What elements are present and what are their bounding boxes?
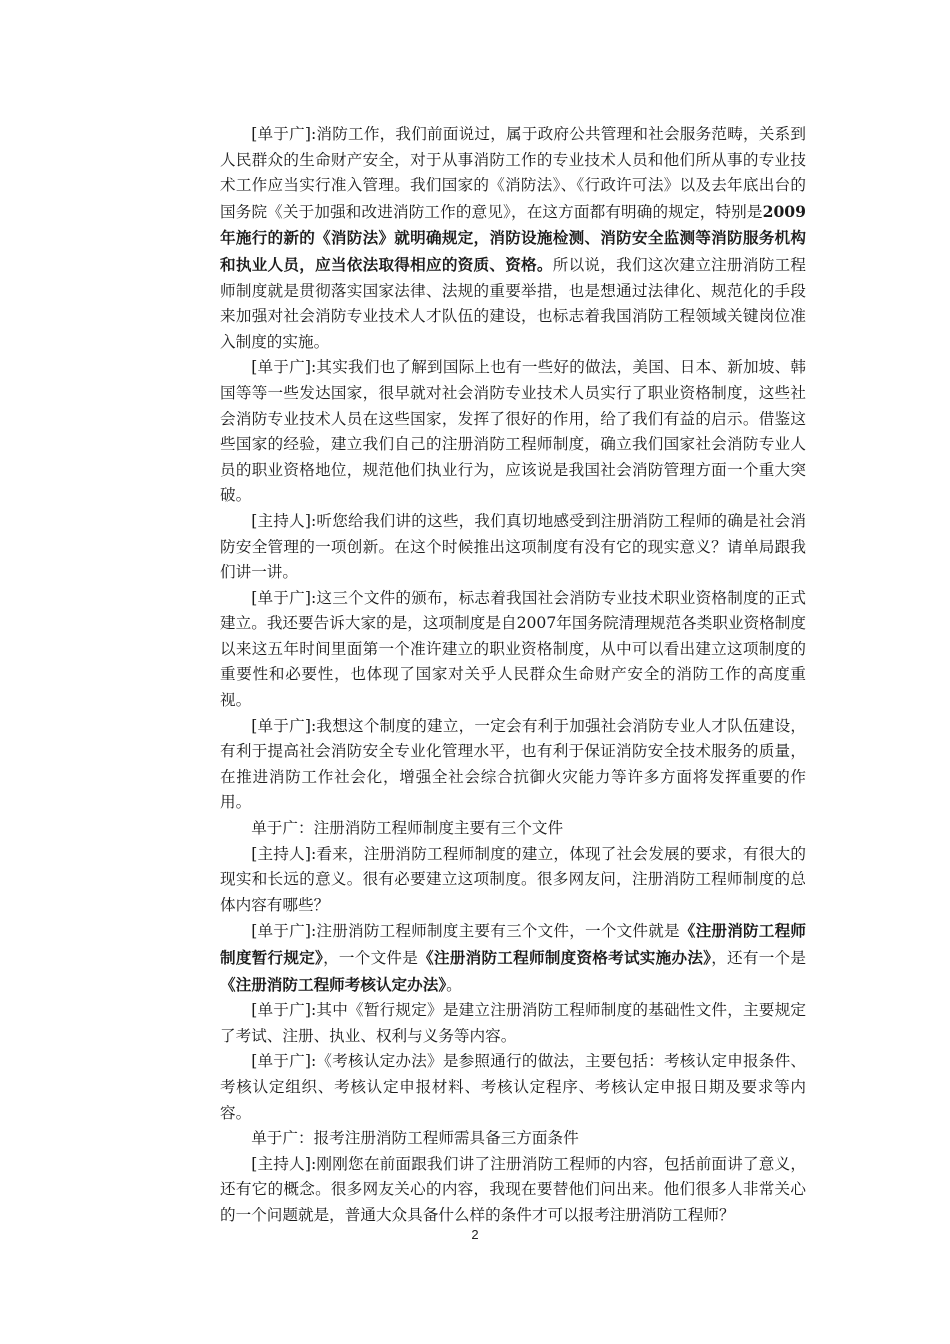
section-heading: 单于广：注册消防工程师制度主要有三个文件 [251,819,564,838]
paragraph: [单于广]:《考核认定办法》是参照通行的做法，主要包括：考核认定申报条件、考核认定组织、考核认定申报材料、考核认定程序、考核认定申报日期及要求等内容。 [220,1052,806,1122]
document-body [220,122,806,1229]
paragraph: [主持人]:听您给我们讲的这些，我们真切地感受到注册消防工程师的确是社会消防安全管理的一项创新。在这个时候推出这项制度有没有它的现实意义？请单局跟我们讲一讲。 [220,511,806,582]
paragraph: [主持人]:看来，注册消防工程师制度的建立，体现了社会发展的要求，有很大的现实和长远的意义。很有必要建立这项制度。很多网友问，注册消防工程师制度的总体内容有哪些？ [220,844,806,914]
paragraph: [单于广]:我想这个制度的建立，一定会有利于加强社会消防专业人才队伍建设，有利于提高社会消防安全专业化管理水平，也有利于保证消防安全技术服务的质量，在推进消防工作社会化，增强全社会综合抗御火灾能力等许多方面将发挥重要的作用。 [220,716,806,812]
paragraph: [单于广]:其中《暂行规定》是建立注册消防工程师制度的基础性文件，主要规定了考试、注册、执业、权利与义务等内容。 [220,1001,806,1045]
paragraph: [单于广]:消防工作，我们前面说过，属于政府公共管理和社会服务范畴，关系到人民群众的生命财产安全，对于从事消防工作的专业技术人员和他们所从事的专业技术工作应当实行准入管理。我们国家的《消防法》、《行政许可法》以及去年底出台的国务院《关于加强和改进消防工作的意见》，在这方面都有明确的规定，特别是2009年施行的新的《消防法》就明确规定，消防设施检测、消防安全监测等消防服务机构和执业人员，应当依法取得相应的资质、资格。所以说，我们这次建立注册消防工程师制度就是贯彻落实国家法律、法规的重要举措，也是想通过法律化、规范化的手段来加强对社会消防专业技术人才队伍的建设，也标志着我国消防工程领域关键岗位准入制度的实施。 [220,125,806,351]
section-heading: 单于广：报考注册消防工程师需具备三方面条件 [251,1129,579,1148]
paragraph: [单于广]:注册消防工程师制度主要有三个文件，一个文件就是《注册消防工程师制度暂行规定》，一个文件是《注册消防工程师制度资格考试实施办法》，还有一个是《注册消防工程师考核认定办法》。 [220,921,806,994]
paragraph: [单于广]:这三个文件的颁布，标志着我国社会消防专业技术职业资格制度的正式建立。我还要告诉大家的是，这项制度是自2007年国务院清理规范各类职业资格制度以来这五年时间里面第一个准许建立的职业资格制度，从中可以看出建立这项制度的重要性和必要性，也体现了国家对关乎人民群众生命财产安全的消防工作的高度重视。 [220,588,806,710]
page-number: 2 [471,1227,479,1242]
paragraph: [单于广]:其实我们也了解到国际上也有一些好的做法，美国、日本、新加坡、韩国等等一些发达国家，很早就对社会消防专业技术人员实行了职业资格制度，这些社会消防专业技术人员在这些国家，发挥了很好的作用，给了我们有益的启示。借鉴这些国家的经验，建立我们自己的注册消防工程师制度，确立我们国家社会消防专业人员的职业资格地位，规范他们执业行为，应该说是我国社会消防管理方面一个重大突破。 [220,358,806,505]
paragraph: [主持人]:刚刚您在前面跟我们讲了注册消防工程师的内容，包括前面讲了意义，还有它的概念。很多网友关心的内容，我现在要替他们问出来。他们很多人非常关心的一个问题就是，普通大众具备什么样的条件才可以报考注册消防工程师？ [220,1154,806,1224]
